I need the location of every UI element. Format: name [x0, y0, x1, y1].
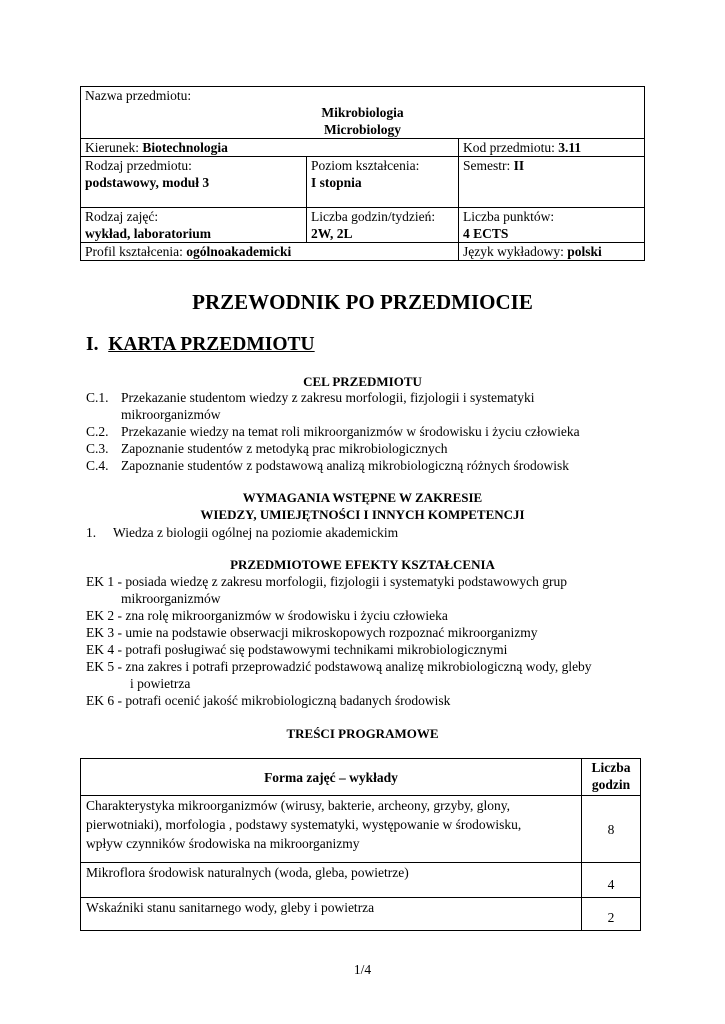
cel-code-1: C.1.	[86, 390, 109, 405]
wymagania-heading-1: WYMAGANIA WSTĘPNE W ZAKRESIE	[242, 490, 483, 505]
wymagania-text: Wiedza z biologii ogólnej na poziomie akademickim	[113, 525, 399, 540]
tresci-heading: TREŚCI PROGRAMOWE	[286, 726, 439, 741]
efekt-line: EK 6 - potrafi ocenić jakość mikrobiologiczną badanych środowisk	[86, 693, 451, 708]
efekt-line: EK 2 - zna rolę mikroorganizmów w środowisku i życiu człowieka	[86, 608, 448, 623]
kierunek-cell: Kierunek: Biotechnologia	[81, 139, 459, 157]
wymagania-num: 1.	[86, 525, 97, 540]
semestr-cell: Semestr: II	[459, 157, 645, 208]
cel-code-2: C.2.	[86, 424, 109, 439]
cel-text-1a: Przekazanie studentom wiedzy z zakresu morfologii, fizjologii i systematyki	[121, 390, 535, 405]
cel-code-3: C.3.	[86, 441, 109, 456]
cel-code-4: C.4.	[86, 458, 109, 473]
poziom-cell: Poziom kształcenia: I stopnia	[307, 157, 459, 208]
cel-text-2: Przekazanie wiedzy na temat roli mikroorganizmów w środowisku i życiu człowieka	[121, 424, 580, 439]
section-heading: I. KARTA PRZEDMIOTU	[86, 334, 315, 355]
godziny-cell: Liczba godzin/tydzień: 2W, 2L	[307, 208, 459, 243]
efekt-line: EK 1 - posiada wiedzę z zakresu morfologii, fizjologii i systematyki podstawowych grup	[86, 574, 568, 589]
program-col-godziny: Liczba godzin	[582, 759, 641, 796]
cel-text-3: Zapoznanie studentów z metodyką prac mikrobiologicznych	[121, 441, 448, 456]
program-hours-1: 8	[582, 796, 641, 863]
course-info-table	[80, 86, 645, 261]
course-name-cell	[81, 87, 645, 139]
efekt-line: i powietrza	[130, 676, 191, 691]
page-number: 1/4	[353, 962, 372, 977]
wymagania-heading-2: WIEDZY, UMIEJĘTNOŚCI I INNYCH KOMPETENCJI	[200, 507, 525, 522]
profil-cell: Profil kształcenia: ogólnoakademicki	[81, 243, 459, 261]
punkty-cell: Liczba punktów: 4 ECTS	[459, 208, 645, 243]
course-name-en: Microbiology	[324, 122, 401, 137]
course-name-pl: Mikrobiologia	[321, 105, 404, 120]
program-row-1: Charakterystyka mikroorganizmów (wirusy, bakterie, archeony, grzyby, glony, pierwotniaki), morfologia , podstawy systematyki, występowanie w środowisku, wpływ czynników środowiska na mikroorganizmy	[81, 796, 582, 863]
program-col-forma: Forma zajęć – wykłady	[81, 759, 582, 796]
program-table	[80, 758, 641, 931]
efekty-heading: PRZEDMIOTOWE EFEKTY KSZTAŁCENIA	[230, 557, 495, 572]
jezyk-cell: Język wykładowy: polski	[459, 243, 645, 261]
program-row-3: Wskaźniki stanu sanitarnego wody, gleby i powietrza	[81, 898, 582, 931]
program-row-2: Mikroflora środowisk naturalnych (woda, gleba, powietrze)	[81, 863, 582, 898]
cel-text-1b: mikroorganizmów	[121, 407, 221, 422]
page-title: PRZEWODNIK PO PRZEDMIOCIE	[192, 290, 533, 314]
efekt-line: EK 5 - zna zakres i potrafi przeprowadzić podstawową analizę mikrobiologiczną wody, gleby	[86, 659, 592, 674]
efekt-line: EK 4 - potrafi posługiwać się podstawowymi technikami mikrobiologicznymi	[86, 642, 508, 657]
course-name-label: Nazwa przedmiotu:	[85, 88, 192, 103]
kod-cell: Kod przedmiotu: 3.11	[459, 139, 645, 157]
rodzaj-przedmiotu-cell: Rodzaj przedmiotu: podstawowy, moduł 3	[81, 157, 307, 208]
efekt-line: mikroorganizmów	[121, 591, 221, 606]
cel-heading: CEL PRZEDMIOTU	[303, 374, 422, 389]
program-hours-3: 2	[582, 898, 641, 931]
rodzaj-zajec-cell: Rodzaj zajęć: wykład, laboratorium	[81, 208, 307, 243]
program-hours-2: 4	[582, 863, 641, 898]
efekt-line: EK 3 - umie na podstawie obserwacji mikroskopowych rozpoznać mikroorganizmy	[86, 625, 538, 640]
cel-text-4: Zapoznanie studentów z podstawową analizą mikrobiologiczną różnych środowisk	[121, 458, 569, 473]
